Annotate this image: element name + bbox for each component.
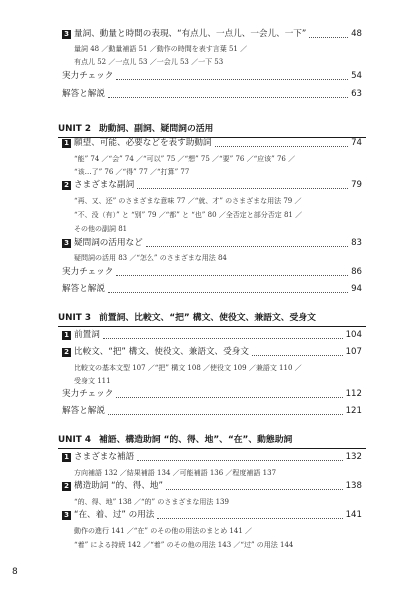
- entry-title: “在、着、过” の用法: [74, 510, 155, 520]
- toc-entry[interactable]: [62, 135, 362, 151]
- entry-page: 79: [351, 180, 362, 190]
- entry-page: 83: [351, 238, 362, 248]
- unit-title: 前置詞、比較文、“把” 構文、使役文、兼語文、受身文: [98, 313, 316, 323]
- leader-dots: [252, 355, 343, 356]
- toc-entry[interactable]: [62, 177, 362, 193]
- leader-dots: [137, 460, 342, 461]
- entry-subtopics: 疑問詞の活用 83 ／“怎么” のさまざまな用法 84: [74, 254, 227, 262]
- entry-page: 138: [345, 481, 362, 491]
- toc-entry[interactable]: [62, 264, 362, 280]
- entry-title: 実力チェック: [62, 389, 114, 399]
- entry-number-badge: 2: [62, 482, 71, 491]
- entry-number-badge: 3: [62, 239, 71, 248]
- toc-entry[interactable]: [62, 507, 362, 523]
- entry-subtopics: 有点儿 52 ／一点儿 53 ／一会儿 53 ／一下 53: [74, 58, 224, 66]
- leader-dots: [116, 79, 348, 80]
- entry-subtopics: “的、得、地” 138 ／“的” のさまざまな用法 139: [74, 498, 229, 506]
- entry-title: 量詞、動量と時間の表現、“有点儿、一点儿、一会儿、一下”: [74, 29, 307, 39]
- entry-title: 疑問詞の活用など: [74, 238, 143, 248]
- leader-dots: [215, 146, 349, 147]
- leader-dots: [157, 518, 342, 519]
- entry-number-badge: 2: [62, 348, 71, 357]
- unit-heading[interactable]: [58, 122, 366, 136]
- leader-dots: [108, 414, 343, 415]
- entry-subtopics: “再、又、还” のさまざまな意味 77 ／“就、才” のさまざまな用法 79 ／: [74, 197, 302, 205]
- entry-title: 解答と解説: [62, 89, 105, 99]
- entry-number-badge: 3: [62, 511, 71, 520]
- entry-page: 104: [345, 330, 362, 340]
- leader-dots: [103, 338, 343, 339]
- leader-dots: [137, 188, 348, 189]
- entry-number-badge: 1: [62, 139, 71, 148]
- entry-page: 54: [351, 71, 362, 81]
- entry-page: 112: [345, 389, 362, 399]
- entry-page: 121: [345, 406, 362, 416]
- entry-page: 141: [345, 510, 362, 520]
- entry-number-badge: 3: [62, 30, 71, 39]
- entry-subtopics: “不、没（有）” と “别” 79 ／“都” と “也” 80 ／全否定と部分否定 81 ／: [74, 211, 303, 219]
- entry-page: 107: [345, 347, 362, 357]
- entry-subtopics: “能” 74 ／“会” 74 ／“可以” 75 ／“想” 75 ／“要” 76 ／“应该” 76 ／: [74, 155, 296, 163]
- entry-number-badge: 1: [62, 453, 71, 462]
- entry-title: さまざまな副詞: [74, 180, 135, 190]
- entry-title: 実力チェック: [62, 71, 114, 81]
- entry-number-badge: 2: [62, 181, 71, 190]
- entry-subtopics: 受身文 111: [74, 377, 111, 385]
- entry-subtopics: 比較文の基本文型 107 ／“把” 構文 108 ／使役文 109 ／兼語文 110 ／: [74, 364, 302, 372]
- entry-subtopics: 動作の進行 141 ／“在” のその他の用法のまとめ 141 ／: [74, 527, 253, 535]
- toc-entry[interactable]: [62, 235, 362, 251]
- unit-title: 助動詞、副詞、疑問詞の活用: [98, 124, 214, 134]
- entry-subtopics: 方向補語 132 ／結果補語 134 ／可能補語 136 ／程度補語 137: [74, 469, 277, 477]
- unit-heading[interactable]: [58, 433, 366, 447]
- toc-entry[interactable]: [62, 86, 362, 102]
- unit-label: UNIT 2: [58, 124, 91, 134]
- entry-page: 63: [351, 89, 362, 99]
- entry-title: 実力チェック: [62, 267, 114, 277]
- entry-page: 132: [345, 452, 362, 462]
- entry-title: 解答と解説: [62, 284, 105, 294]
- entry-page: 86: [351, 267, 362, 277]
- entry-subtopics: “该…了” 76 ／“得” 77 ／“打算” 77: [74, 168, 190, 176]
- toc-entry[interactable]: [62, 26, 362, 42]
- toc-entry[interactable]: [62, 281, 362, 297]
- unit-label: UNIT 4: [58, 435, 91, 445]
- entry-page: 74: [351, 138, 362, 148]
- toc-entry[interactable]: [62, 403, 362, 419]
- leader-dots: [309, 37, 348, 38]
- entry-title: 解答と解説: [62, 406, 105, 416]
- leader-dots: [116, 397, 342, 398]
- entry-subtopics: その他の副詞 81: [74, 225, 128, 233]
- entry-title: 願望、可能、必要などを表す助動詞: [74, 138, 212, 148]
- toc-entry[interactable]: [62, 386, 362, 402]
- entry-title: 前置詞: [74, 330, 100, 340]
- entry-subtopics: “着” による持続 142 ／“着” のその他の用法 143 ／“过” の用法 144: [74, 541, 294, 549]
- unit-title: 補語、構造助詞 “的、得、地”、“在”、動態助詞: [98, 435, 293, 445]
- entry-title: 構造助詞 “的、得、地”: [74, 481, 163, 491]
- entry-page: 48: [351, 29, 362, 39]
- page-number: 8: [12, 567, 18, 577]
- unit-heading[interactable]: [58, 311, 366, 325]
- unit-label: UNIT 3: [58, 313, 91, 323]
- entry-subtopics: 量詞 48 ／動量補語 51 ／動作の時間を表す言葉 51 ／: [74, 45, 248, 53]
- toc-entry[interactable]: [62, 68, 362, 84]
- entry-page: 94: [351, 284, 362, 294]
- leader-dots: [116, 275, 348, 276]
- entry-number-badge: 1: [62, 331, 71, 340]
- leader-dots: [166, 489, 343, 490]
- entry-title: 比較文、“把” 構文、使役文、兼語文、受身文: [74, 347, 249, 357]
- leader-dots: [108, 292, 348, 293]
- toc-entry[interactable]: [62, 478, 362, 494]
- toc-entry[interactable]: [62, 449, 362, 465]
- toc-entry[interactable]: [62, 344, 362, 360]
- leader-dots: [146, 246, 348, 247]
- entry-title: さまざまな補語: [74, 452, 135, 462]
- toc-entry[interactable]: [62, 327, 362, 343]
- leader-dots: [108, 97, 348, 98]
